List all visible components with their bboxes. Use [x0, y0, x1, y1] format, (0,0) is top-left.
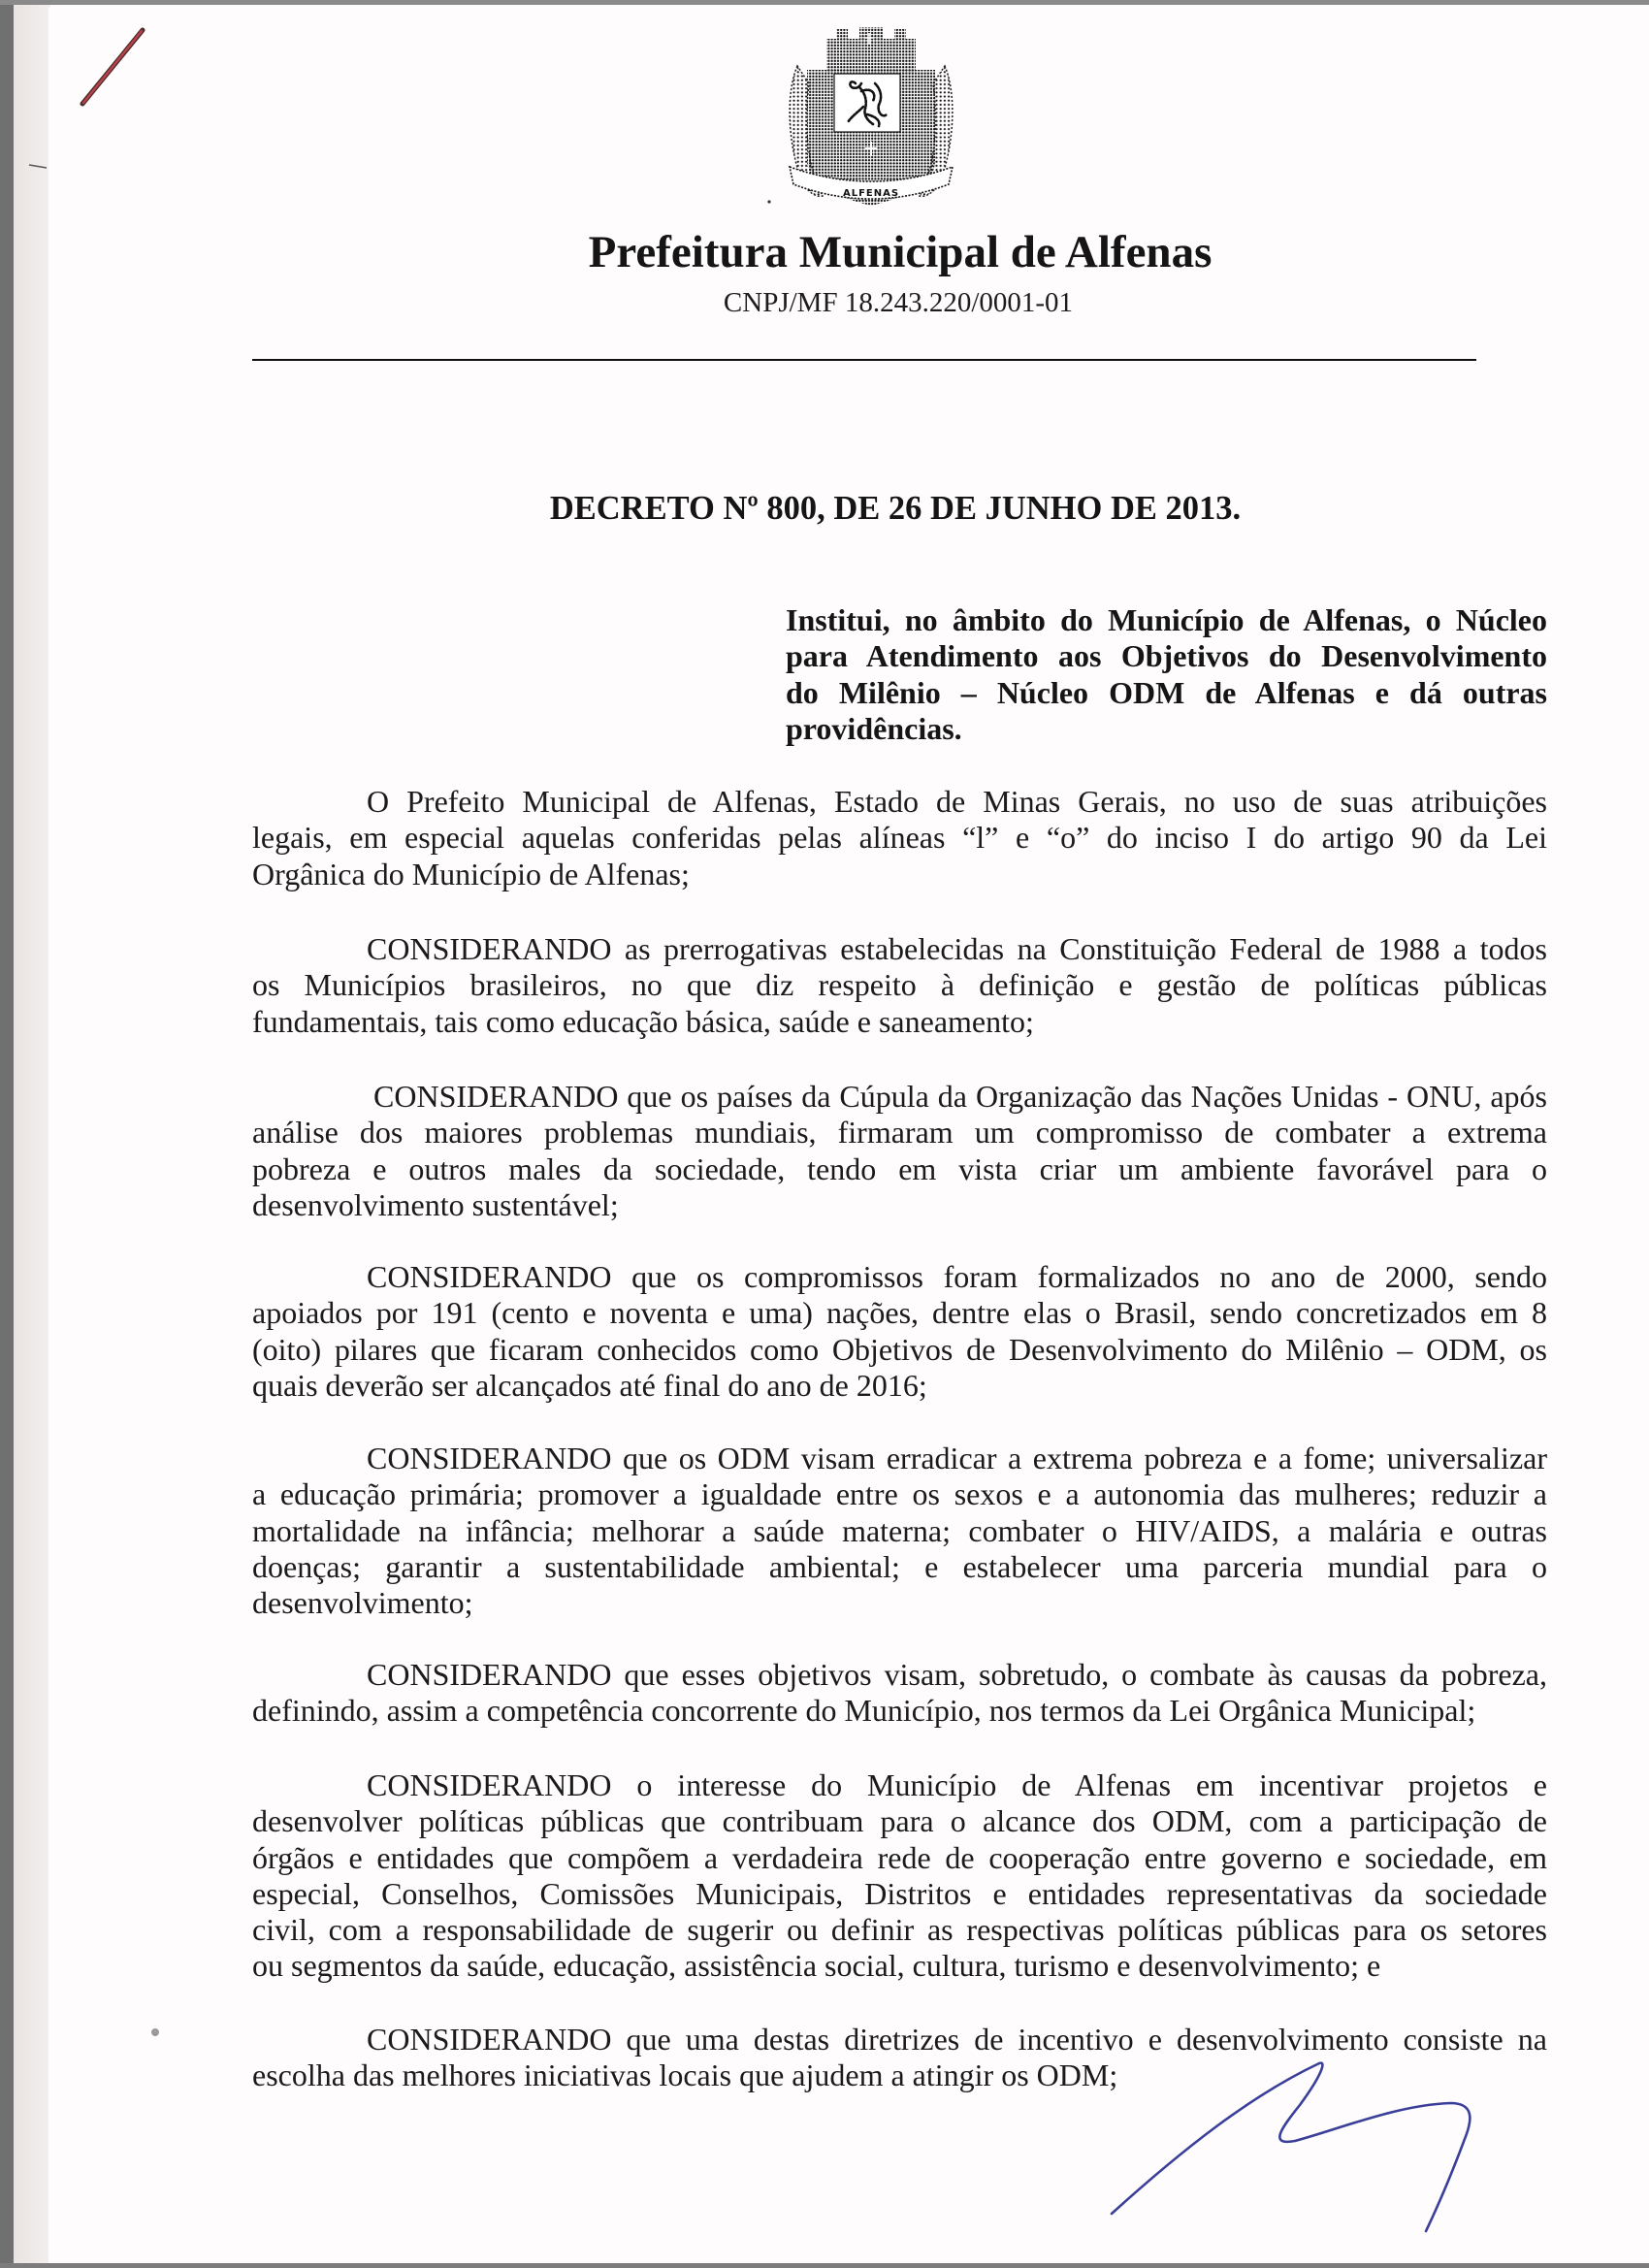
considerando-paragraph	[252, 1441, 1547, 1621]
considerando-paragraph	[252, 1657, 1547, 1730]
paragraph-line: os Municípios brasileiros, no que diz respeito à definição e gestão de políticas públicas	[252, 967, 1547, 1003]
considerando-paragraph	[252, 2022, 1547, 2094]
paragraph-line: análise dos maiores problemas mundiais, firmaram um compromisso de combater a extrema	[252, 1115, 1547, 1150]
paragraph-line: (oito) pilares que ficaram conhecidos como Objetivos de Desenvolvimento do Milênio – ODM, os	[252, 1331, 1547, 1367]
paragraph-line: definindo, assim a competência concorrente do Município, nos termos da Lei Orgânica Municipal;	[252, 1693, 1476, 1729]
paragraph-line: doenças; garantir a sustentabilidade ambiental; e estabelecer uma parceria mundial para o	[252, 1548, 1547, 1584]
considerando-paragraph	[252, 931, 1547, 1040]
decree-summary	[786, 602, 1547, 747]
paragraph-line: Orgânica do Município de Alfenas;	[252, 856, 690, 891]
summary-line: do Milênio – Núcleo ODM de Alfenas e dá outras	[786, 674, 1547, 710]
paragraph-line: desenvolvimento sustentável;	[252, 1186, 619, 1222]
scan-border-top	[0, 0, 1649, 5]
summary-line: para Atendimento aos Objetivos do Desenvolvimento	[786, 638, 1547, 674]
preamble-paragraph	[252, 784, 1547, 892]
paragraph-line: órgãos e entidades que compõem a verdadeira rede de cooperação entre governo e sociedade, em	[252, 1839, 1547, 1875]
paragraph-line: ou segmentos da saúde, educação, assistência social, cultura, turismo e desenvolvimento; e	[252, 1948, 1381, 1984]
paragraph-line: especial, Conselhos, Comissões Municipais, Distritos e entidades representativas da sociedade	[252, 1875, 1547, 1911]
paragraph-line: CONSIDERANDO que uma destas diretrizes de incentivo e desenvolvimento consiste na	[367, 2022, 1547, 2057]
scan-border-left	[0, 0, 14, 2268]
paragraph-line: escolha das melhores iniciativas locais que ajudem a atingir os ODM;	[252, 2057, 1118, 2093]
paragraph-line: CONSIDERANDO o interesse do Município de Alfenas em incentivar projetos e	[367, 1767, 1547, 1802]
paragraph-line: pobreza e outros males da sociedade, tendo em vista criar um ambiente favorável para o	[252, 1150, 1547, 1186]
crest-mural-crown	[826, 27, 916, 73]
institution-name: Prefeitura Municipal de Alfenas	[588, 227, 1212, 277]
municipal-coat-of-arms-icon	[784, 25, 958, 214]
header-divider	[252, 359, 1476, 361]
paragraph-line: O Prefeito Municipal de Alfenas, Estado de Minas Gerais, no uso de suas atribuições	[367, 784, 1547, 819]
paper-edge-shadow	[14, 0, 50, 2268]
paragraph-line: legais, em especial aquelas conferidas pelas alíneas “l” e “o” do inciso I do artigo 90 da Lei	[252, 820, 1547, 856]
paragraph-line: CONSIDERANDO que os países da Cúpula da Organização das Nações Unidas - ONU, após	[373, 1079, 1547, 1114]
crest-inner-field	[834, 74, 900, 132]
paragraph-line: CONSIDERANDO as prerrogativas estabelecidas na Constituição Federal de 1988 a todos	[367, 931, 1547, 966]
paragraph-line: CONSIDERANDO que os ODM visam erradicar a extrema pobreza e a fome; universalizar	[367, 1441, 1547, 1475]
paragraph-line: a educação primária; promover a igualdade entre os sexos e a autonomia das mulheres; reduzir a	[252, 1476, 1547, 1512]
summary-line: providências.	[786, 710, 962, 746]
decree-title: DECRETO Nº 800, DE 26 DE JUNHO DE 2013.	[549, 490, 1242, 527]
considerando-paragraph	[252, 1259, 1547, 1404]
paragraph-line: desenvolver políticas públicas que contribuam para o alcance dos ODM, com a participação de	[252, 1803, 1547, 1839]
paragraph-line: CONSIDERANDO que os compromissos foram formalizados no ano de 2000, sendo	[367, 1259, 1547, 1294]
crest-ribbon-text: ALFENAS	[842, 188, 900, 199]
considerando-paragraph	[252, 1079, 1547, 1223]
paragraph-line: desenvolvimento;	[252, 1585, 473, 1621]
considerando-paragraph	[252, 1767, 1547, 1985]
paragraph-line: fundamentais, tais como educação básica, saúde e saneamento;	[252, 1003, 1034, 1039]
paragraph-line: mortalidade na infância; melhorar a saúde materna; combater o HIV/AIDS, a malária e outras	[252, 1512, 1547, 1548]
paragraph-line: civil, com a responsabilidade de sugerir ou definir as respectivas políticas públicas para os setores	[252, 1912, 1547, 1948]
summary-line: Institui, no âmbito do Município de Alfenas, o Núcleo	[786, 602, 1547, 637]
paragraph-line: quais deverão ser alcançados até final do ano de 2016;	[252, 1367, 927, 1403]
scan-border-bottom	[0, 2263, 1649, 2268]
paragraph-line: CONSIDERANDO que esses objetivos visam, sobretudo, o combate às causas da pobreza,	[367, 1657, 1547, 1692]
paragraph-line: apoiados por 191 (cento e noventa e uma) nações, dentre elas o Brasil, sendo concretizados em 8	[252, 1295, 1547, 1331]
institution-cnpj: CNPJ/MF 18.243.220/0001-01	[723, 287, 1074, 318]
